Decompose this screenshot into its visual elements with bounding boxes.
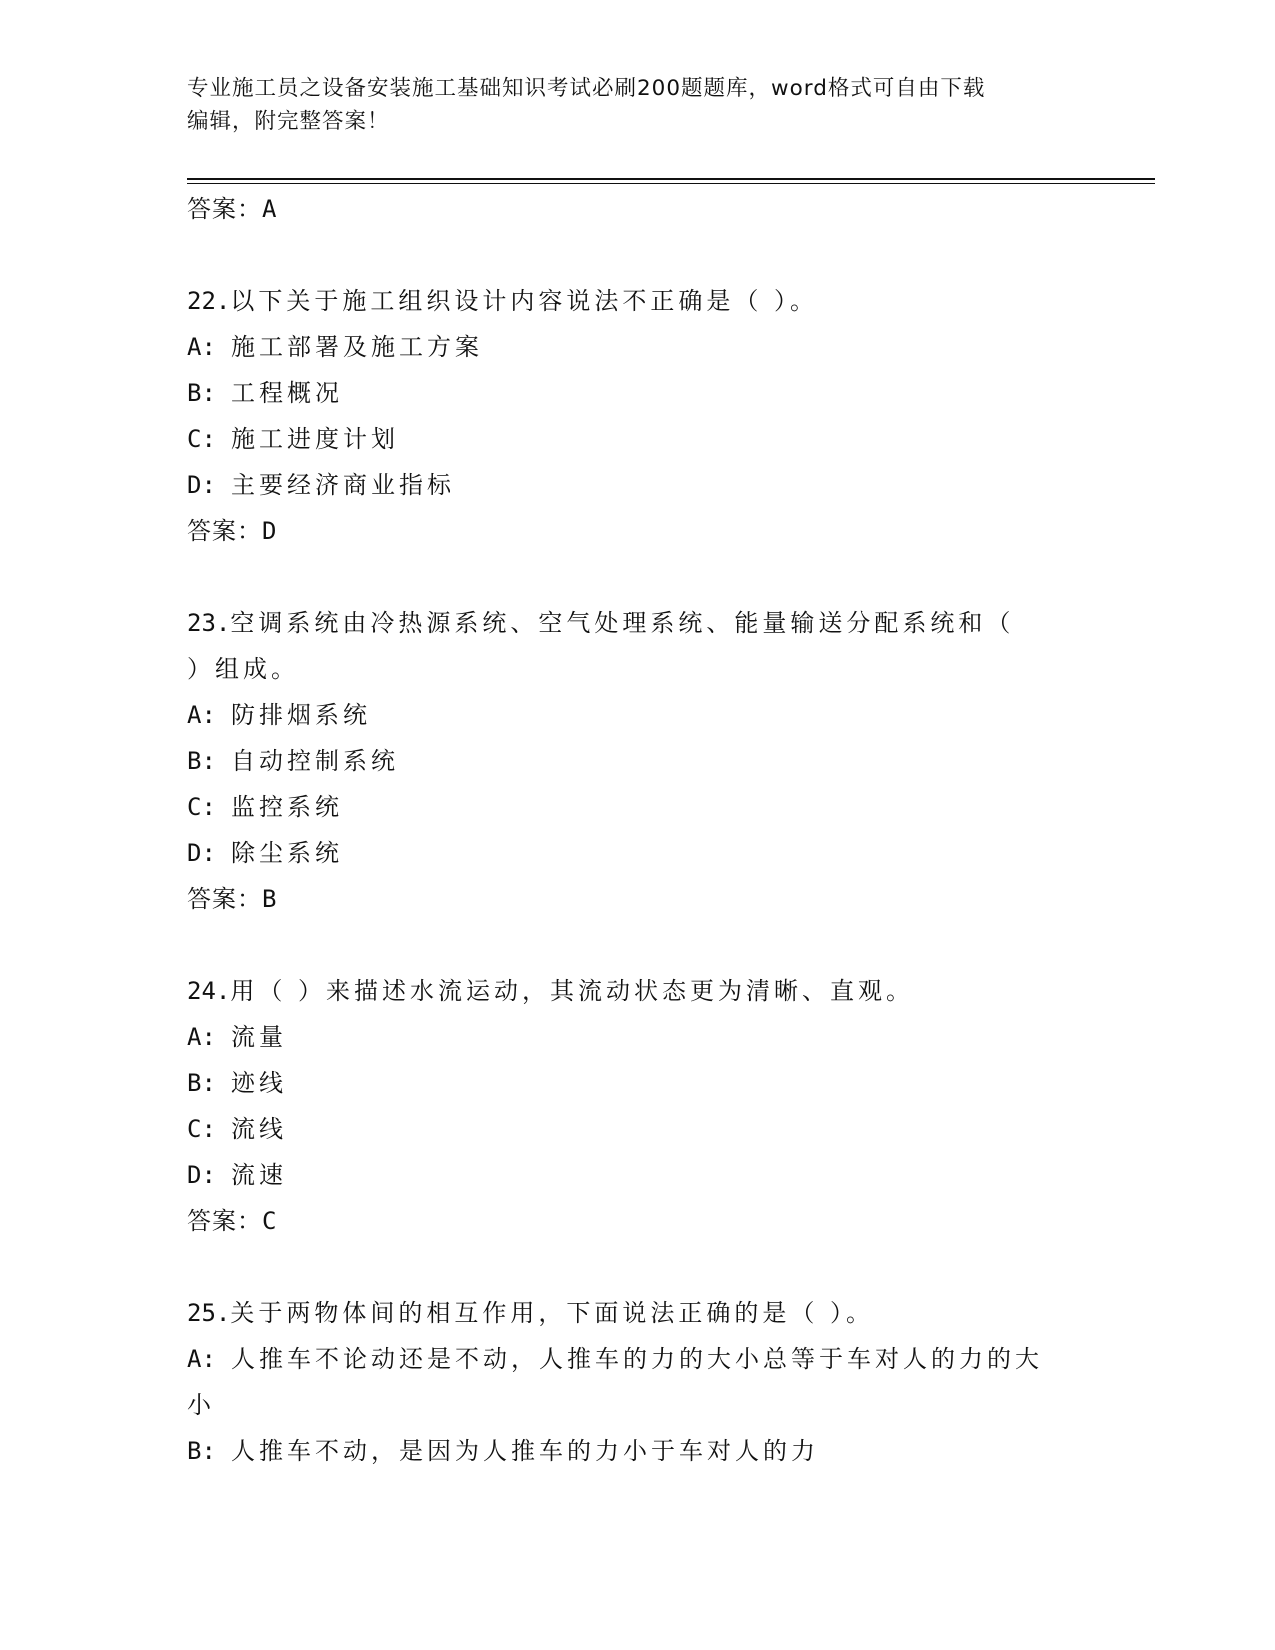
answer-value: A — [262, 195, 278, 223]
question-list — [187, 186, 1117, 1474]
option-text: 小 — [187, 1391, 215, 1419]
option-text: 工程概况 — [231, 379, 343, 407]
option-item — [187, 416, 1117, 462]
answer-label: 答案： — [187, 885, 262, 913]
answer-line — [187, 1198, 1117, 1244]
question-spacer — [187, 232, 1117, 278]
option-key: D: — [187, 471, 216, 499]
option-key: B: — [187, 1069, 216, 1097]
question-stem-line — [187, 600, 1117, 646]
header-divider-thick — [187, 178, 1155, 180]
option-line — [187, 462, 1117, 508]
document-header — [187, 72, 1067, 138]
option-line — [187, 692, 1117, 738]
question-stem-line — [187, 278, 1117, 324]
question-stem — [187, 1290, 1117, 1336]
answer-value: B — [262, 885, 278, 913]
option-line — [187, 370, 1117, 416]
question-text: ）组成。 — [187, 655, 299, 683]
option-line — [187, 416, 1117, 462]
header-title-line-1: 专业施工员之设备安装施工基础知识考试必刷200题题库，word格式可自由下载 — [187, 76, 986, 101]
option-text: 防排烟系统 — [231, 701, 371, 729]
question-text: 关于两物体间的相互作用，下面说法正确的是（ ）。 — [230, 1299, 874, 1327]
question-spacer — [187, 554, 1117, 600]
question-stem — [187, 278, 1117, 324]
question-stem — [187, 600, 1117, 692]
option-key: A: — [187, 1345, 216, 1373]
header-title-line-2: 编辑，附完整答案！ — [187, 109, 390, 134]
question-number: 25. — [187, 1299, 231, 1327]
option-line — [187, 784, 1117, 830]
option-text: 自动控制系统 — [231, 747, 399, 775]
answer-label: 答案： — [187, 1207, 262, 1235]
header-divider-thin — [187, 183, 1155, 184]
question-stem-line — [187, 968, 1117, 1014]
option-text: 施工进度计划 — [231, 425, 399, 453]
option-item — [187, 462, 1117, 508]
answer-line — [187, 876, 1117, 922]
option-key: B: — [187, 747, 216, 775]
answer-line-prev — [187, 186, 1117, 232]
option-line — [187, 738, 1117, 784]
answer-label: 答案： — [187, 517, 262, 545]
answer-label: 答案： — [187, 195, 262, 223]
option-key: A: — [187, 701, 216, 729]
option-line — [187, 1060, 1117, 1106]
option-item — [187, 370, 1117, 416]
question-number: 23. — [187, 609, 231, 637]
option-key: D: — [187, 1161, 216, 1189]
question-number: 22. — [187, 287, 231, 315]
option-text: 人推车不动，是因为人推车的力小于车对人的力 — [231, 1437, 819, 1465]
option-key: B: — [187, 1437, 216, 1465]
option-item — [187, 324, 1117, 370]
option-line — [187, 1152, 1117, 1198]
answer-value: C — [262, 1207, 278, 1235]
option-item — [187, 1106, 1117, 1152]
option-item — [187, 784, 1117, 830]
option-line — [187, 324, 1117, 370]
option-line — [187, 1336, 1117, 1382]
option-key: D: — [187, 839, 216, 867]
option-item — [187, 1060, 1117, 1106]
option-key: B: — [187, 379, 216, 407]
option-line — [187, 1014, 1117, 1060]
answer-line — [187, 508, 1117, 554]
option-item — [187, 1152, 1117, 1198]
answer-value: D — [262, 517, 278, 545]
option-line — [187, 1428, 1117, 1474]
option-item — [187, 1336, 1117, 1428]
question-stem — [187, 968, 1117, 1014]
option-text: 除尘系统 — [231, 839, 343, 867]
option-item — [187, 1428, 1117, 1474]
question-stem-line — [187, 1290, 1117, 1336]
option-key: C: — [187, 793, 216, 821]
option-key: C: — [187, 425, 216, 453]
option-item — [187, 692, 1117, 738]
question-spacer — [187, 1244, 1117, 1290]
option-text: 迹线 — [231, 1069, 287, 1097]
option-text: 主要经济商业指标 — [231, 471, 455, 499]
option-key: C: — [187, 1115, 216, 1143]
question-stem-line — [187, 646, 1117, 692]
question-number: 24. — [187, 977, 231, 1005]
option-key: A: — [187, 333, 216, 361]
option-text: 流速 — [231, 1161, 287, 1189]
option-text: 流量 — [231, 1023, 287, 1051]
question-text: 空调系统由冷热源系统、空气处理系统、能量输送分配系统和（ — [230, 609, 1015, 637]
option-line — [187, 1382, 1117, 1428]
option-text: 监控系统 — [231, 793, 343, 821]
option-text: 流线 — [231, 1115, 287, 1143]
option-line — [187, 1106, 1117, 1152]
option-text: 施工部署及施工方案 — [231, 333, 483, 361]
option-line — [187, 830, 1117, 876]
question-text: 用（ ）来描述水流运动，其流动状态更为清晰、直观。 — [230, 977, 914, 1005]
question-spacer — [187, 922, 1117, 968]
option-key: A: — [187, 1023, 216, 1051]
option-item — [187, 738, 1117, 784]
option-item — [187, 830, 1117, 876]
option-text: 人推车不论动还是不动，人推车的力的大小总等于车对人的力的大 — [231, 1345, 1043, 1373]
option-item — [187, 1014, 1117, 1060]
question-text: 以下关于施工组织设计内容说法不正确是（ ）。 — [230, 287, 818, 315]
